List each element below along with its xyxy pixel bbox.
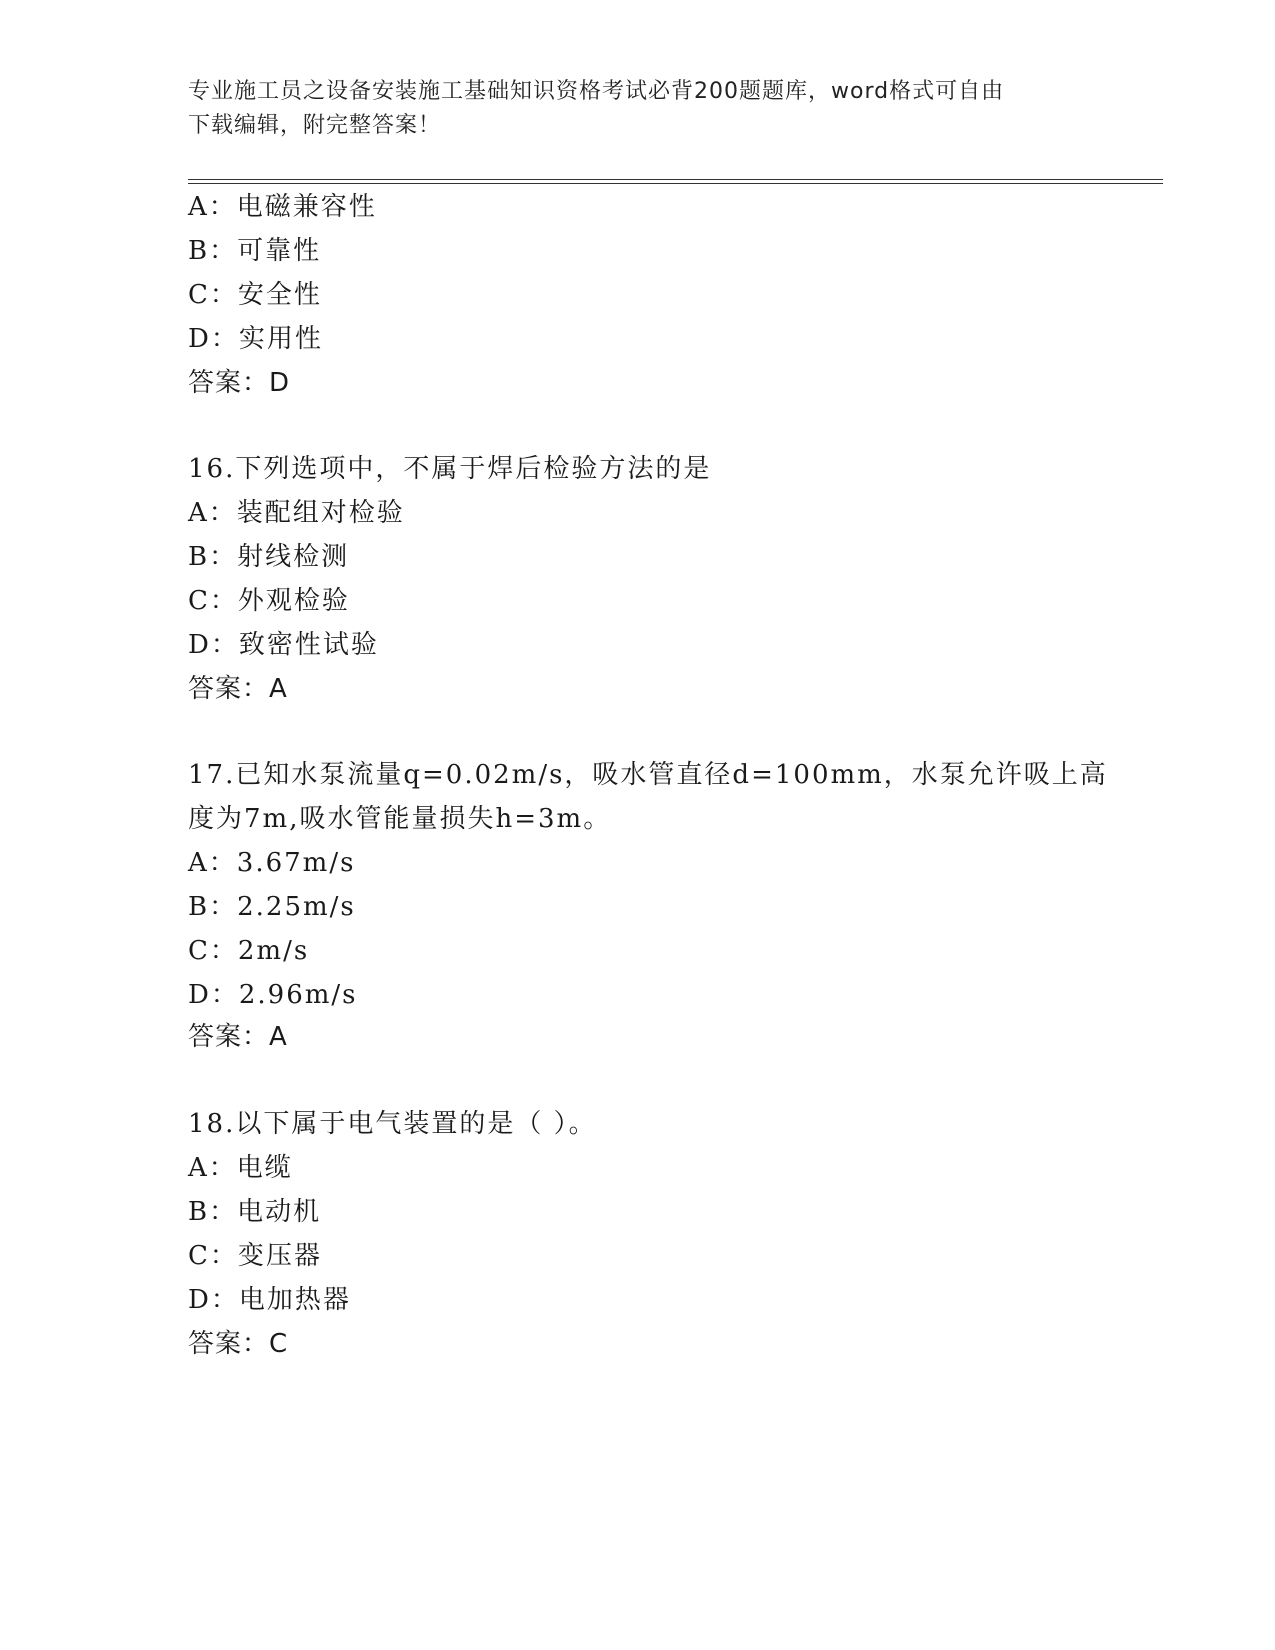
header-line-1: 专业施工员之设备安装施工基础知识资格考试必背200题题库，word格式可自由 — [188, 79, 1005, 104]
q15-option-a: A：电磁兼容性 — [188, 192, 377, 222]
q17-option-a: A：3.67m/s — [188, 848, 356, 878]
q18-option-b: B：电动机 — [188, 1197, 322, 1227]
q17-option-c: C：2m/s — [188, 936, 310, 966]
q16-option-d: D：致密性试验 — [188, 630, 379, 660]
q17-question-line-1: 17.已知水泵流量q=0.02m/s，吸水管直径d=100mm，水泵允许吸上高 — [188, 760, 1108, 790]
document-header — [188, 75, 1088, 143]
q17-option-d: D：2.96m/s — [188, 980, 358, 1010]
q18-option-d: D：电加热器 — [188, 1285, 351, 1315]
q17-question-line-2: 度为7m,吸水管能量损失h=3m。 — [188, 804, 612, 834]
q16-question: 16.下列选项中，不属于焊后检验方法的是 — [188, 454, 712, 484]
q17-answer: 答案：A — [188, 1022, 288, 1052]
q16-answer: 答案：A — [188, 674, 288, 704]
q15-option-c: C：安全性 — [188, 280, 322, 310]
header-divider-top — [188, 179, 1163, 180]
q17-option-b: B：2.25m/s — [188, 892, 356, 922]
q16-option-c: C：外观检验 — [188, 586, 350, 616]
q18-question: 18.以下属于电气装置的是（ ）。 — [188, 1109, 597, 1139]
q15-option-b: B：可靠性 — [188, 236, 322, 266]
q18-option-c: C：变压器 — [188, 1241, 322, 1271]
q16-option-b: B：射线检测 — [188, 542, 350, 572]
header-line-2: 下载编辑，附完整答案！ — [188, 113, 442, 138]
q18-answer: 答案：C — [188, 1329, 289, 1359]
header-divider-bottom — [188, 183, 1163, 184]
q15-option-d: D：实用性 — [188, 324, 323, 354]
q16-option-a: A：装配组对检验 — [188, 498, 405, 528]
q18-option-a: A：电缆 — [188, 1153, 293, 1183]
q15-answer: 答案：D — [188, 368, 291, 398]
